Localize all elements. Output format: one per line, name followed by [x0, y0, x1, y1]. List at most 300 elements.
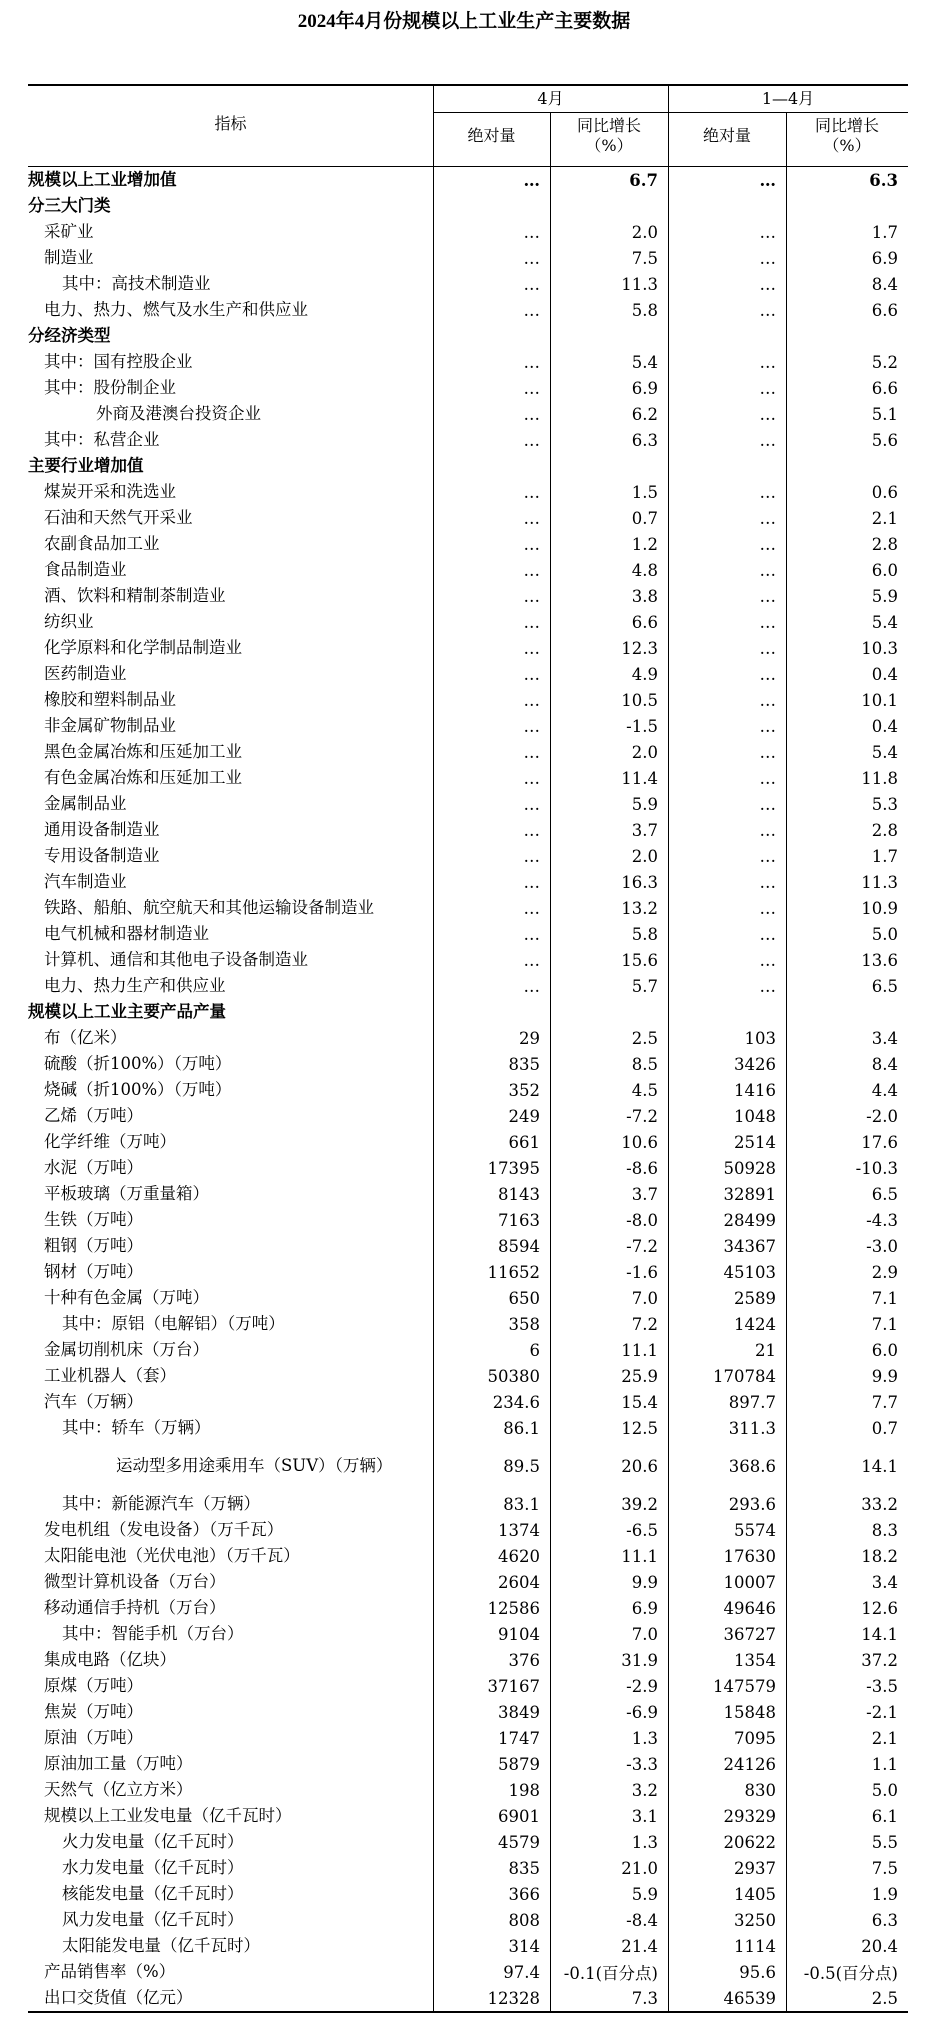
row-growth-april: 1.3	[631, 1728, 658, 1748]
row-growth-jan-apr: 5.9	[871, 586, 898, 606]
row-growth-april: -7.2	[626, 1106, 658, 1126]
table-row	[28, 1363, 908, 1389]
row-growth-april: -6.9	[626, 1702, 658, 1722]
row-abs-april: 8143	[498, 1184, 540, 1204]
row-growth-jan-apr: 33.2	[861, 1494, 898, 1514]
table-row	[28, 297, 908, 323]
row-abs-jan-apr: 20622	[723, 1832, 776, 1852]
row-abs-jan-apr: 1424	[734, 1314, 776, 1334]
row-indicator: 专用设备制造业	[44, 846, 160, 865]
row-abs-jan-apr: …	[759, 352, 776, 372]
row-growth-jan-apr: 10.9	[861, 898, 898, 918]
row-growth-jan-apr: 17.6	[861, 1132, 898, 1152]
row-growth-april: 10.5	[621, 690, 658, 710]
header-growth-1-line1: 同比增长	[576, 116, 641, 135]
row-abs-april: 29	[519, 1028, 540, 1048]
row-growth-april: 6.3	[631, 430, 658, 450]
row-abs-april: …	[523, 768, 540, 788]
row-indicator: 原油加工量（万吨）	[44, 1754, 193, 1773]
row-growth-jan-apr: 4.4	[871, 1080, 898, 1100]
row-growth-april: 11.3	[621, 274, 658, 294]
row-indicator: 风力发电量（亿千瓦时）	[62, 1910, 244, 1929]
row-abs-april: …	[523, 560, 540, 580]
row-abs-april: …	[523, 352, 540, 372]
row-growth-jan-apr: 3.4	[871, 1572, 898, 1592]
row-growth-jan-apr: 18.2	[861, 1546, 898, 1566]
row-growth-jan-apr: 7.1	[871, 1288, 898, 1308]
row-growth-april: 39.2	[621, 1494, 658, 1514]
row-growth-april: -7.2	[626, 1236, 658, 1256]
row-growth-april: 7.0	[631, 1288, 658, 1308]
table-row	[28, 999, 908, 1025]
row-abs-jan-apr: …	[759, 274, 776, 294]
row-growth-jan-apr: -2.1	[866, 1702, 898, 1722]
row-indicator: 电力、热力、燃气及水生产和供应业	[44, 300, 308, 319]
row-abs-jan-apr: 1048	[734, 1106, 776, 1126]
row-indicator: 烧碱（折100%）（万吨）	[44, 1080, 232, 1099]
row-abs-jan-apr: 2514	[734, 1132, 776, 1152]
row-growth-jan-apr: 6.6	[871, 300, 898, 320]
row-indicator: 煤炭开采和洗选业	[44, 482, 176, 501]
table-row	[28, 973, 908, 999]
table-row	[28, 1777, 908, 1803]
row-indicator: 乙烯（万吨）	[44, 1106, 143, 1125]
row-indicator: 规模以上工业增加值	[28, 170, 177, 189]
row-abs-april: 8594	[498, 1236, 540, 1256]
row-indicator: 其中：国有控股企业	[44, 352, 193, 371]
table-row	[28, 765, 908, 791]
row-growth-jan-apr: 2.8	[871, 820, 898, 840]
row-growth-jan-apr: 6.0	[871, 1340, 898, 1360]
table-row	[28, 375, 908, 401]
row-abs-april: …	[523, 274, 540, 294]
row-indicator: 制造业	[44, 248, 94, 267]
row-abs-april: 358	[508, 1314, 540, 1334]
row-abs-jan-apr: …	[759, 846, 776, 866]
row-indicator: 粗钢（万吨）	[44, 1236, 143, 1255]
row-abs-april: …	[523, 846, 540, 866]
row-growth-april: -6.5	[626, 1520, 658, 1540]
row-growth-april: -1.6	[626, 1262, 658, 1282]
row-abs-april: 12586	[487, 1598, 540, 1618]
row-indicator: 通用设备制造业	[44, 820, 160, 839]
table-row	[28, 557, 908, 583]
row-growth-jan-apr: 14.1	[861, 1624, 898, 1644]
row-growth-april: 11.1	[621, 1340, 658, 1360]
row-growth-jan-apr: 0.4	[871, 716, 898, 736]
row-abs-jan-apr: 24126	[723, 1754, 776, 1774]
row-growth-jan-apr: 14.1	[861, 1456, 898, 1476]
row-growth-jan-apr: 6.0	[871, 560, 898, 580]
row-abs-april: 6	[529, 1340, 540, 1360]
row-growth-jan-apr: -4.3	[866, 1210, 898, 1230]
row-abs-jan-apr: 36727	[723, 1624, 776, 1644]
row-abs-april: 89.5	[503, 1456, 540, 1476]
table-row	[28, 505, 908, 531]
row-growth-jan-apr: 5.5	[871, 1832, 898, 1852]
table-row	[28, 1595, 908, 1621]
row-indicator: 布（亿米）	[44, 1028, 127, 1047]
row-growth-april: 2.0	[631, 846, 658, 866]
row-abs-april: 835	[508, 1054, 540, 1074]
row-growth-jan-apr: 10.3	[861, 638, 898, 658]
row-growth-april: 13.2	[621, 898, 658, 918]
row-growth-jan-apr: 6.9	[871, 248, 898, 268]
row-growth-april: 6.9	[631, 1598, 658, 1618]
row-indicator: 其中：轿车（万辆）	[62, 1418, 211, 1437]
table-body	[28, 167, 908, 2011]
row-growth-april: -8.6	[626, 1158, 658, 1178]
row-abs-april: …	[523, 950, 540, 970]
table-row	[28, 479, 908, 505]
row-abs-jan-apr: 95.6	[739, 1962, 776, 1982]
row-abs-april: 314	[508, 1936, 540, 1956]
row-abs-jan-apr: …	[759, 820, 776, 840]
table-row	[28, 1129, 908, 1155]
table-row	[28, 739, 908, 765]
header-growth-2	[786, 116, 908, 156]
row-abs-jan-apr: 29329	[723, 1806, 776, 1826]
row-abs-april: 4579	[498, 1832, 540, 1852]
row-abs-jan-apr: 1416	[734, 1080, 776, 1100]
row-indicator: 橡胶和塑料制品业	[44, 690, 176, 709]
table-row	[28, 1285, 908, 1311]
row-abs-jan-apr: 3250	[734, 1910, 776, 1930]
row-growth-april: -2.9	[626, 1676, 658, 1696]
row-abs-jan-apr: …	[759, 924, 776, 944]
row-growth-april: 12.5	[621, 1418, 658, 1438]
row-abs-jan-apr: …	[759, 222, 776, 242]
row-abs-jan-apr: 46539	[723, 1988, 776, 2008]
row-growth-april: 4.8	[631, 560, 658, 580]
row-abs-jan-apr: …	[759, 404, 776, 424]
table-row	[28, 1337, 908, 1363]
row-abs-jan-apr: 10007	[723, 1572, 776, 1592]
row-abs-jan-apr: …	[759, 690, 776, 710]
row-growth-jan-apr: 12.6	[861, 1598, 898, 1618]
row-growth-april: 5.8	[631, 924, 658, 944]
row-abs-jan-apr: …	[759, 872, 776, 892]
table-row	[28, 817, 908, 843]
row-indicator: 非金属矿物制品业	[44, 716, 176, 735]
header-period-april: 4月	[537, 89, 564, 108]
row-indicator: 十种有色金属（万吨）	[44, 1288, 209, 1307]
header-period-jan-apr: 1—4月	[761, 89, 815, 108]
row-abs-april: 234.6	[492, 1392, 540, 1412]
row-growth-april: 6.7	[629, 170, 658, 190]
row-abs-april: 661	[508, 1132, 540, 1152]
row-growth-jan-apr: -10.3	[855, 1158, 898, 1178]
row-indicator: 钢材（万吨）	[44, 1262, 143, 1281]
row-abs-april: 808	[508, 1910, 540, 1930]
table-row	[28, 895, 908, 921]
row-growth-jan-apr: -3.0	[866, 1236, 898, 1256]
row-abs-jan-apr: …	[759, 768, 776, 788]
row-abs-april: …	[523, 924, 540, 944]
row-growth-jan-apr: 7.7	[871, 1392, 898, 1412]
row-indicator: 工业机器人（套）	[44, 1366, 176, 1385]
row-indicator: 集成电路（亿块）	[44, 1650, 176, 1669]
row-growth-jan-apr: 8.4	[871, 1054, 898, 1074]
row-growth-april: 4.9	[631, 664, 658, 684]
row-growth-jan-apr: 2.8	[871, 534, 898, 554]
header-growth-1	[550, 116, 668, 156]
row-abs-jan-apr: 15848	[723, 1702, 776, 1722]
row-indicator: 电力、热力生产和供应业	[44, 976, 226, 995]
table-row	[28, 323, 908, 349]
row-abs-april: 7163	[498, 1210, 540, 1230]
row-abs-april: …	[523, 976, 540, 996]
row-indicator: 焦炭（万吨）	[44, 1702, 143, 1721]
table-row	[28, 1259, 908, 1285]
table-row	[28, 1881, 908, 1907]
table-header	[28, 84, 908, 167]
table-row	[28, 1311, 908, 1337]
row-indicator: 原油（万吨）	[44, 1728, 143, 1747]
row-growth-april: 5.4	[631, 352, 658, 372]
row-indicator: 金属制品业	[44, 794, 127, 813]
row-indicator: 其中：股份制企业	[44, 378, 176, 397]
row-abs-jan-apr: 368.6	[728, 1456, 776, 1476]
row-abs-april: 50380	[487, 1366, 540, 1386]
header-divider	[433, 112, 908, 113]
row-growth-jan-apr: 5.3	[871, 794, 898, 814]
row-abs-april: 650	[508, 1288, 540, 1308]
row-growth-jan-apr: -3.5	[866, 1676, 898, 1696]
row-growth-april: 1.5	[631, 482, 658, 502]
table-row	[28, 1207, 908, 1233]
row-growth-april: 1.2	[631, 534, 658, 554]
row-indicator: 其中：高技术制造业	[62, 274, 211, 293]
row-indicator: 农副食品加工业	[44, 534, 160, 553]
table-row	[28, 245, 908, 271]
row-growth-april: 3.7	[631, 1184, 658, 1204]
row-growth-jan-apr: 3.4	[871, 1028, 898, 1048]
row-growth-april: 2.5	[631, 1028, 658, 1048]
row-abs-jan-apr: 103	[744, 1028, 776, 1048]
row-indicator: 铁路、船舶、航空航天和其他运输设备制造业	[44, 898, 374, 917]
row-indicator: 石油和天然气开采业	[44, 508, 193, 527]
row-growth-april: 3.2	[631, 1780, 658, 1800]
row-growth-jan-apr: 11.8	[861, 768, 898, 788]
row-abs-jan-apr: 5574	[734, 1520, 776, 1540]
row-abs-april: 1374	[498, 1520, 540, 1540]
row-abs-april: 249	[508, 1106, 540, 1126]
row-growth-april: 3.8	[631, 586, 658, 606]
row-abs-april: …	[523, 482, 540, 502]
table-row	[28, 349, 908, 375]
row-growth-april: 21.4	[621, 1936, 658, 1956]
table-row	[28, 609, 908, 635]
row-growth-april: 2.0	[631, 742, 658, 762]
row-indicator: 其中：智能手机（万台）	[62, 1624, 244, 1643]
page-title: 2024年4月份规模以上工业生产主要数据	[297, 11, 631, 32]
table-row	[28, 635, 908, 661]
row-indicator: 分三大门类	[28, 196, 111, 215]
row-abs-jan-apr: 170784	[713, 1366, 776, 1386]
row-growth-jan-apr: 37.2	[861, 1650, 898, 1670]
row-growth-april: 16.3	[621, 872, 658, 892]
row-growth-jan-apr: 5.2	[871, 352, 898, 372]
row-indicator: 核能发电量（亿千瓦时）	[62, 1884, 244, 1903]
row-growth-april: 12.3	[621, 638, 658, 658]
row-abs-april: 12328	[487, 1988, 540, 2008]
row-growth-jan-apr: 6.3	[871, 1910, 898, 1930]
table-row	[28, 1647, 908, 1673]
row-abs-april: …	[523, 872, 540, 892]
row-growth-april: -8.4	[626, 1910, 658, 1930]
table-row	[28, 1181, 908, 1207]
table-row	[28, 1543, 908, 1569]
table-row	[28, 687, 908, 713]
row-abs-april: …	[523, 378, 540, 398]
row-abs-jan-apr: …	[759, 742, 776, 762]
table-row	[28, 427, 908, 453]
row-abs-jan-apr: …	[759, 898, 776, 918]
table-row	[28, 869, 908, 895]
row-growth-jan-apr: 7.5	[871, 1858, 898, 1878]
table-row	[28, 1103, 908, 1129]
row-growth-april: 11.1	[621, 1546, 658, 1566]
row-growth-jan-apr: 8.4	[871, 274, 898, 294]
row-indicator: 食品制造业	[44, 560, 127, 579]
row-abs-april: …	[523, 222, 540, 242]
row-indicator: 原煤（万吨）	[44, 1676, 143, 1695]
row-growth-jan-apr: 6.6	[871, 378, 898, 398]
row-growth-jan-apr: 5.4	[871, 742, 898, 762]
table-row	[28, 167, 908, 193]
row-growth-april: -1.5	[626, 716, 658, 736]
row-indicator: 医药制造业	[44, 664, 127, 683]
row-abs-jan-apr: …	[759, 976, 776, 996]
row-indicator: 太阳能发电量（亿千瓦时）	[62, 1936, 260, 1955]
row-indicator: 水力发电量（亿千瓦时）	[62, 1858, 244, 1877]
header-abs-1: 绝对量	[467, 126, 516, 145]
row-abs-jan-apr: …	[759, 378, 776, 398]
row-growth-april: 6.2	[631, 404, 658, 424]
row-growth-jan-apr: 0.7	[871, 1418, 898, 1438]
row-growth-jan-apr: 1.9	[871, 1884, 898, 1904]
table-row	[28, 921, 908, 947]
table-row	[28, 219, 908, 245]
table-row	[28, 1025, 908, 1051]
row-abs-april: …	[523, 638, 540, 658]
row-growth-jan-apr: 6.3	[869, 170, 898, 190]
row-abs-april: 2604	[498, 1572, 540, 1592]
row-growth-april: 5.8	[631, 300, 658, 320]
row-abs-jan-apr: 2589	[734, 1288, 776, 1308]
table-row	[28, 1985, 908, 2011]
row-abs-april: …	[523, 898, 540, 918]
row-abs-jan-apr: …	[759, 612, 776, 632]
row-indicator: 化学原料和化学制品制造业	[44, 638, 242, 657]
row-indicator: 平板玻璃（万重量箱）	[44, 1184, 209, 1203]
table-row	[28, 583, 908, 609]
row-growth-april: 11.4	[621, 768, 658, 788]
row-growth-jan-apr: 7.1	[871, 1314, 898, 1334]
row-growth-april: 1.3	[631, 1832, 658, 1852]
row-indicator: 黑色金属冶炼和压延加工业	[44, 742, 242, 761]
row-indicator: 其中：私营企业	[44, 430, 160, 449]
row-abs-jan-apr: …	[759, 170, 776, 190]
row-indicator: 规模以上工业主要产品产量	[28, 1002, 226, 1021]
row-abs-april: 5879	[498, 1754, 540, 1774]
row-growth-april: -3.3	[626, 1754, 658, 1774]
table-row	[28, 1517, 908, 1543]
row-indicator: 有色金属冶炼和压延加工业	[44, 768, 242, 787]
row-abs-jan-apr: …	[759, 248, 776, 268]
table-row	[28, 1829, 908, 1855]
row-abs-april: …	[523, 508, 540, 528]
row-growth-april: 7.5	[631, 248, 658, 268]
row-abs-jan-apr: …	[759, 664, 776, 684]
row-abs-april: 11652	[487, 1262, 540, 1282]
header-abs-2: 绝对量	[702, 126, 751, 145]
row-growth-april: 7.0	[631, 1624, 658, 1644]
table-row	[28, 1569, 908, 1595]
row-growth-jan-apr: -0.5(百分点)	[803, 1964, 898, 1983]
row-growth-jan-apr: 20.4	[861, 1936, 898, 1956]
row-growth-april: 20.6	[621, 1456, 658, 1476]
row-growth-april: 5.9	[631, 1884, 658, 1904]
table-row	[28, 1155, 908, 1181]
table-row	[28, 843, 908, 869]
row-growth-jan-apr: 1.7	[871, 222, 898, 242]
row-abs-jan-apr: 293.6	[728, 1494, 776, 1514]
row-growth-jan-apr: 1.7	[871, 846, 898, 866]
row-indicator: 出口交货值（亿元）	[44, 1988, 193, 2007]
row-abs-jan-apr: 45103	[723, 1262, 776, 1282]
table-row	[28, 1803, 908, 1829]
row-abs-jan-apr: …	[759, 534, 776, 554]
row-growth-april: 31.9	[621, 1650, 658, 1670]
row-growth-jan-apr: 2.5	[871, 1988, 898, 2008]
row-indicator: 火力发电量（亿千瓦时）	[62, 1832, 244, 1851]
row-indicator: 运动型多用途乘用车（SUV）（万辆）	[116, 1456, 393, 1475]
row-abs-jan-apr: …	[759, 950, 776, 970]
row-growth-jan-apr: 6.1	[871, 1806, 898, 1826]
row-abs-april: 3849	[498, 1702, 540, 1722]
row-abs-jan-apr: 1354	[734, 1650, 776, 1670]
row-growth-april: 25.9	[621, 1366, 658, 1386]
row-growth-jan-apr: 2.1	[871, 508, 898, 528]
row-abs-april: 17395	[487, 1158, 540, 1178]
row-indicator: 主要行业增加值	[28, 456, 144, 475]
row-abs-april: 9104	[498, 1624, 540, 1644]
row-abs-april: …	[523, 716, 540, 736]
table-row	[28, 1491, 908, 1517]
table-row	[28, 453, 908, 479]
row-growth-april: 6.6	[631, 612, 658, 632]
row-abs-april: …	[523, 742, 540, 762]
table-row	[28, 1415, 908, 1441]
row-indicator: 外商及港澳台投资企业	[96, 404, 261, 423]
row-abs-jan-apr: 28499	[723, 1210, 776, 1230]
row-indicator: 硫酸（折100%）（万吨）	[44, 1054, 232, 1073]
row-indicator: 计算机、通信和其他电子设备制造业	[44, 950, 308, 969]
row-indicator: 生铁（万吨）	[44, 1210, 143, 1229]
row-abs-jan-apr: 7095	[734, 1728, 776, 1748]
row-indicator: 产品销售率（%）	[44, 1962, 176, 1981]
row-growth-april: 5.7	[631, 976, 658, 996]
row-abs-jan-apr: 3426	[734, 1054, 776, 1074]
row-indicator: 其中：原铝（电解铝）（万吨）	[62, 1314, 285, 1333]
row-growth-jan-apr: 11.3	[861, 872, 898, 892]
table-row	[28, 1855, 908, 1881]
table-row	[28, 1959, 908, 1985]
row-growth-jan-apr: 5.4	[871, 612, 898, 632]
row-indicator: 发电机组（发电设备）（万千瓦）	[44, 1520, 284, 1539]
